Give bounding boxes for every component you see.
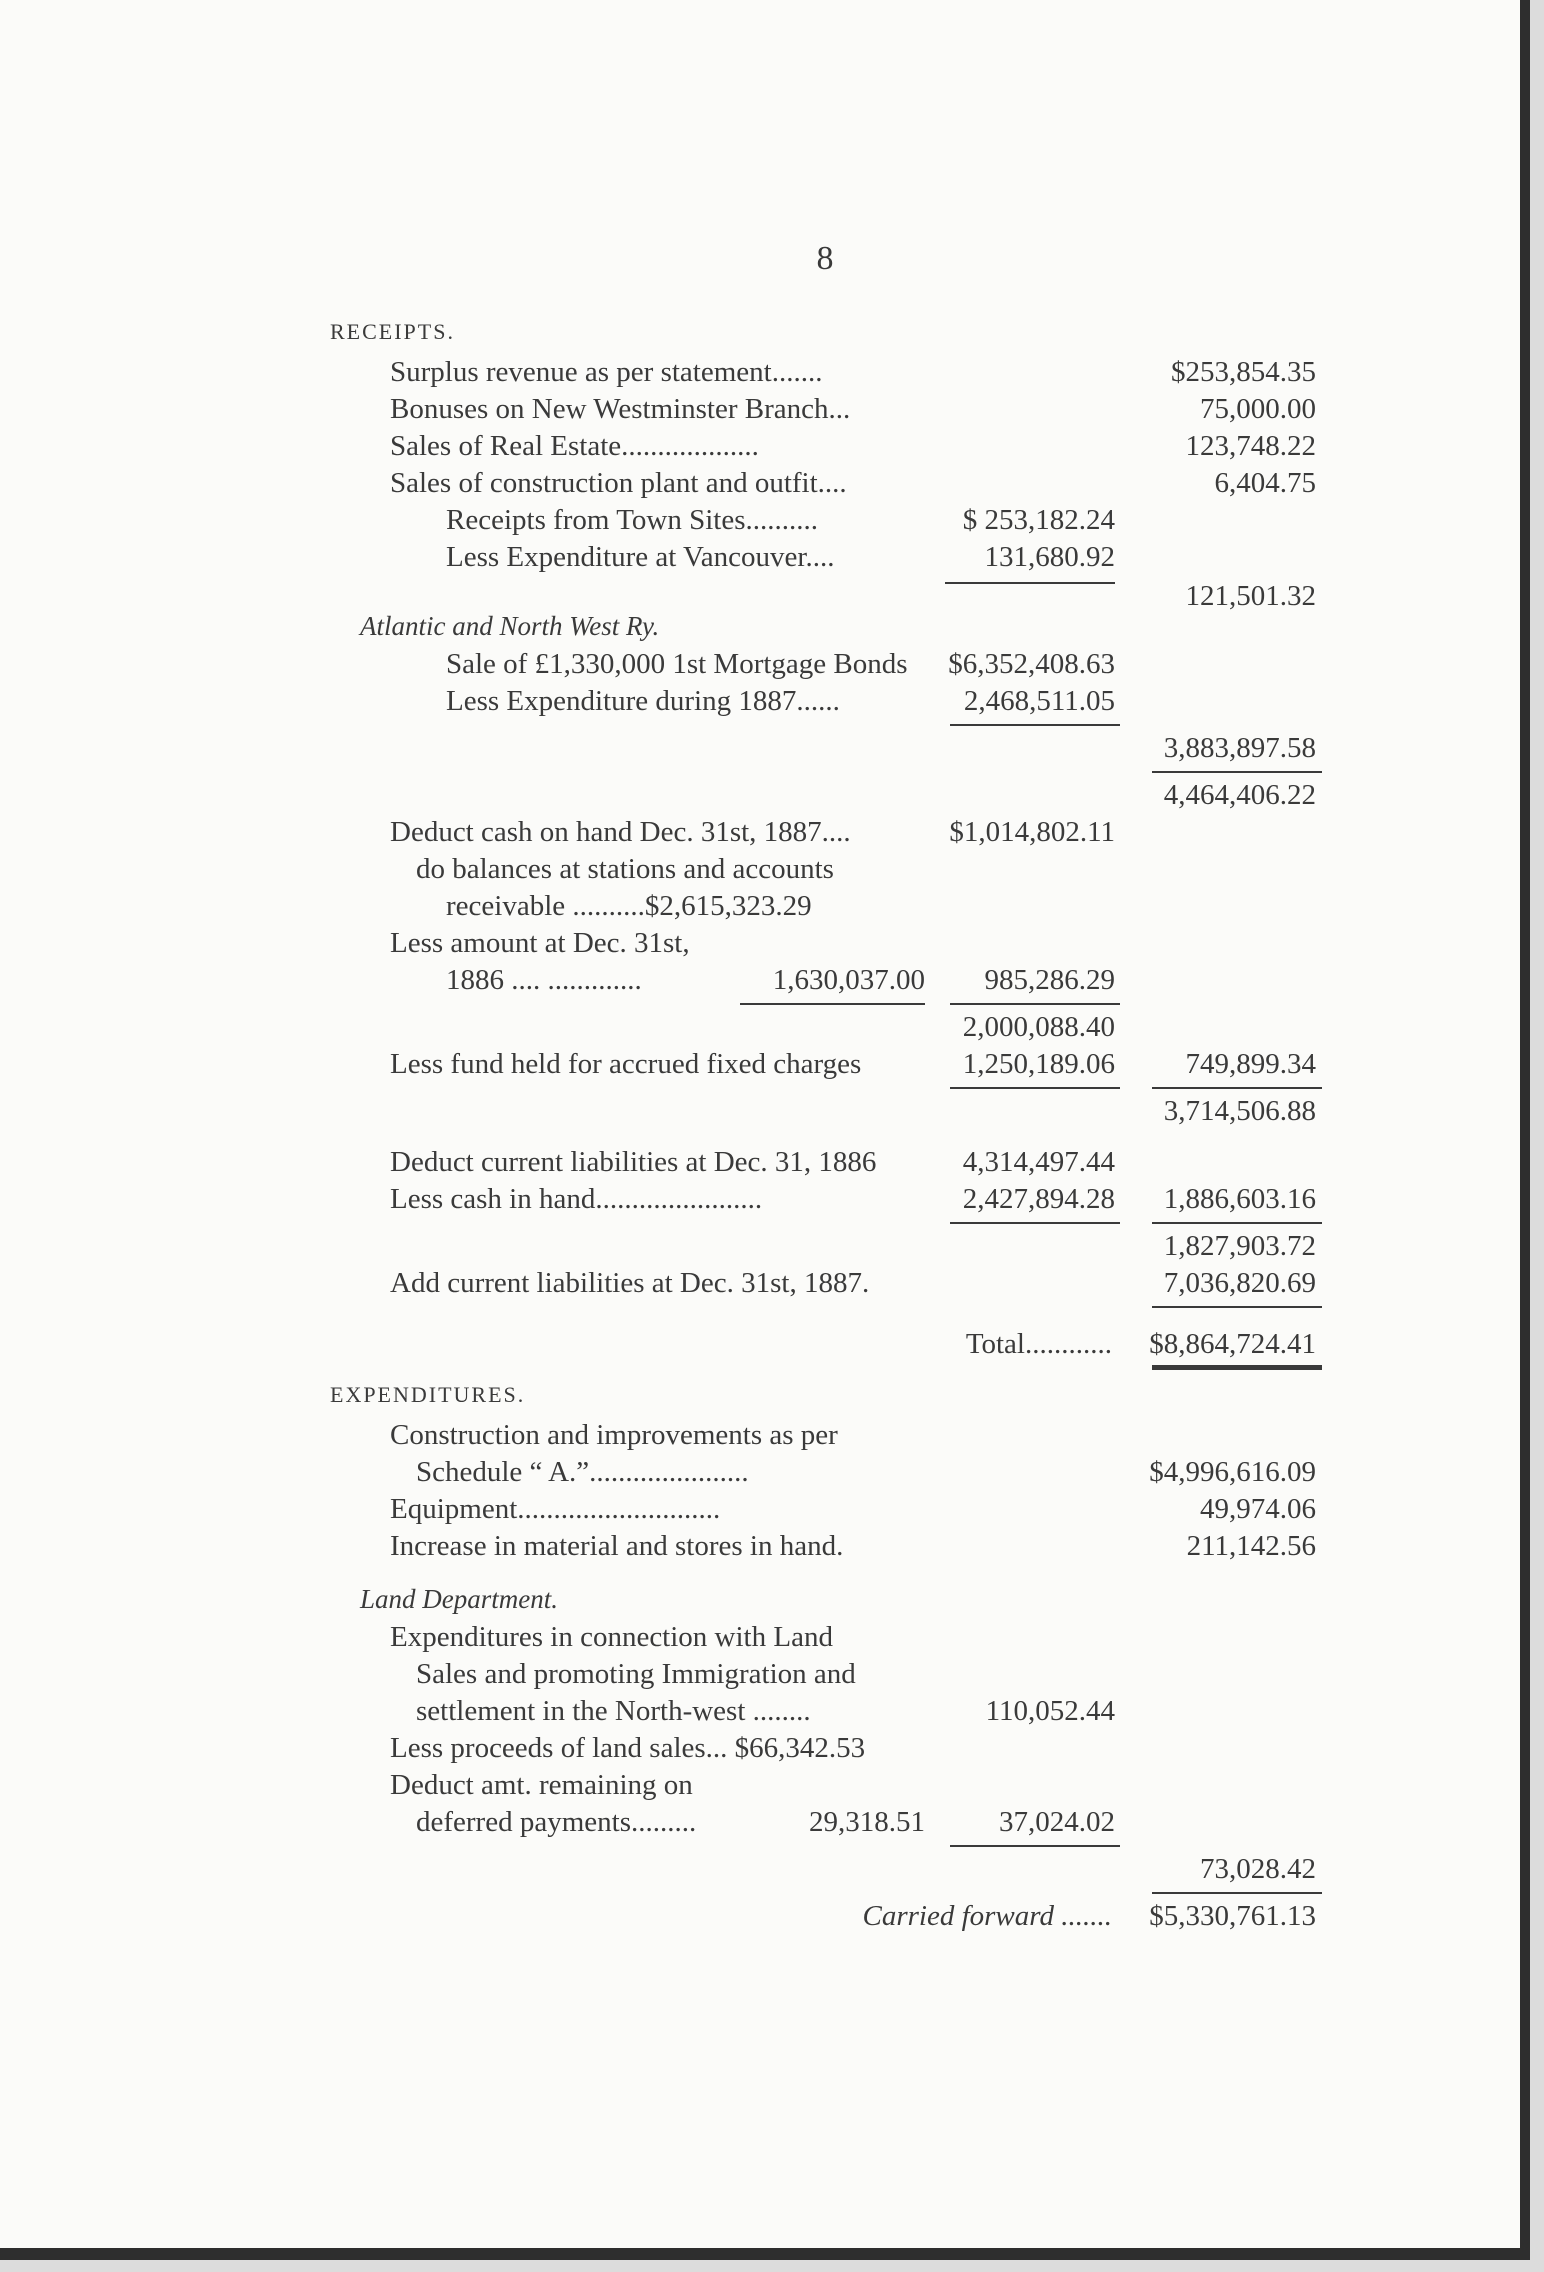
receipts-heading: RECEIPTS. [330, 319, 455, 344]
ledger [330, 310, 1330, 1935]
ledger-row: Sale of £1,330,000 1st Mortgage Bonds $6,352,408.63 [446, 648, 1115, 680]
ledger-row: 3,883,897.58 [1163, 732, 1316, 764]
ledger-row: receivable ..........$2,615,323.29 [446, 890, 812, 922]
rule [330, 1302, 1330, 1312]
ledger-row: Sales and promoting Immigration and [416, 1658, 856, 1690]
ledger-row: Bonuses on New Westminster Branch... 75,000.00 [390, 393, 1316, 425]
atlantic-subheading: Atlantic and North West Ry. [360, 611, 660, 641]
ledger-row: 3,714,506.88 [1163, 1095, 1316, 1127]
ledger-row: Expenditures in connection with Land [390, 1621, 833, 1653]
ledger-row: do balances at stations and accounts [416, 853, 834, 885]
ledger-row: Deduct cash on hand Dec. 31st, 1887.... $1,014,802.11 [390, 816, 1115, 848]
ledger-row: Increase in material and stores in hand. 211,142.56 [390, 1530, 1316, 1562]
ledger-row: 4,464,406.22 [1163, 779, 1316, 811]
rule [330, 999, 1330, 1009]
ledger-row: Receipts from Town Sites.......... $ 253,182.24 [446, 504, 1115, 536]
expenditures-heading: EXPENDITURES. [330, 1382, 526, 1407]
ledger-row: Surplus revenue as per statement....... $253,854.35 [390, 356, 1316, 388]
ledger-row: deferred payments......... 29,318.51 37,024.02 [416, 1806, 1115, 1838]
ledger-row: 1886 .... ............. 1,630,037.00 985,286.29 [446, 964, 1115, 996]
ledger-row: Less fund held for accrued fixed charges 1,250,189.06 749,899.34 [390, 1048, 1316, 1080]
rule [330, 1888, 1330, 1898]
ledger-row: 1,827,903.72 [1163, 1230, 1316, 1262]
ledger-row: Less Expenditure at Vancouver.... 131,680.92 [446, 541, 1115, 573]
rule [330, 1218, 1330, 1228]
rule [330, 1841, 1330, 1851]
ledger-row: Less cash in hand....................... 2,427,894.28 1,886,603.16 [390, 1183, 1316, 1215]
ledger-row: Deduct current liabilities at Dec. 31, 1886 4,314,497.44 [390, 1146, 1115, 1178]
total-row: Total............ $8,864,724.41 [965, 1328, 1316, 1360]
ledger-row: Equipment............................ 49,974.06 [390, 1493, 1316, 1525]
double-rule [330, 1363, 1330, 1373]
ledger-row: Less Expenditure during 1887...... 2,468,511.05 [446, 685, 1115, 717]
ledger-row: Deduct amt. remaining on [390, 1769, 693, 1801]
ledger-row: Sales of Real Estate................... 123,748.22 [390, 430, 1316, 462]
ledger-row: Add current liabilities at Dec. 31st, 1887. 7,036,820.69 [390, 1267, 1316, 1299]
ledger-row: Sales of construction plant and outfit.... 6,404.75 [390, 467, 1316, 499]
ledger-row: Construction and improvements as per [390, 1419, 838, 1451]
ledger-row: 121,501.32 [330, 576, 1330, 606]
ledger-row: 2,000,088.40 [962, 1011, 1115, 1043]
carried-forward-row: Carried forward ....... $5,330,761.13 [862, 1900, 1316, 1932]
ledger-row: Schedule “ A.”...................... $4,996,616.09 [416, 1456, 1316, 1488]
ledger-row: Less amount at Dec. 31st, [390, 927, 690, 959]
ledger-row: settlement in the North-west ........ 110,052.44 [416, 1695, 1115, 1727]
rule [330, 720, 1330, 730]
land-department-subheading: Land Department. [360, 1584, 558, 1614]
rule [330, 767, 1330, 777]
page-number: 8 [816, 240, 834, 277]
ledger-row: 73,028.42 [1200, 1853, 1316, 1885]
rule [330, 1083, 1330, 1093]
rule-line [945, 582, 1115, 584]
ledger-row: Less proceeds of land sales... $66,342.53 [390, 1732, 866, 1764]
